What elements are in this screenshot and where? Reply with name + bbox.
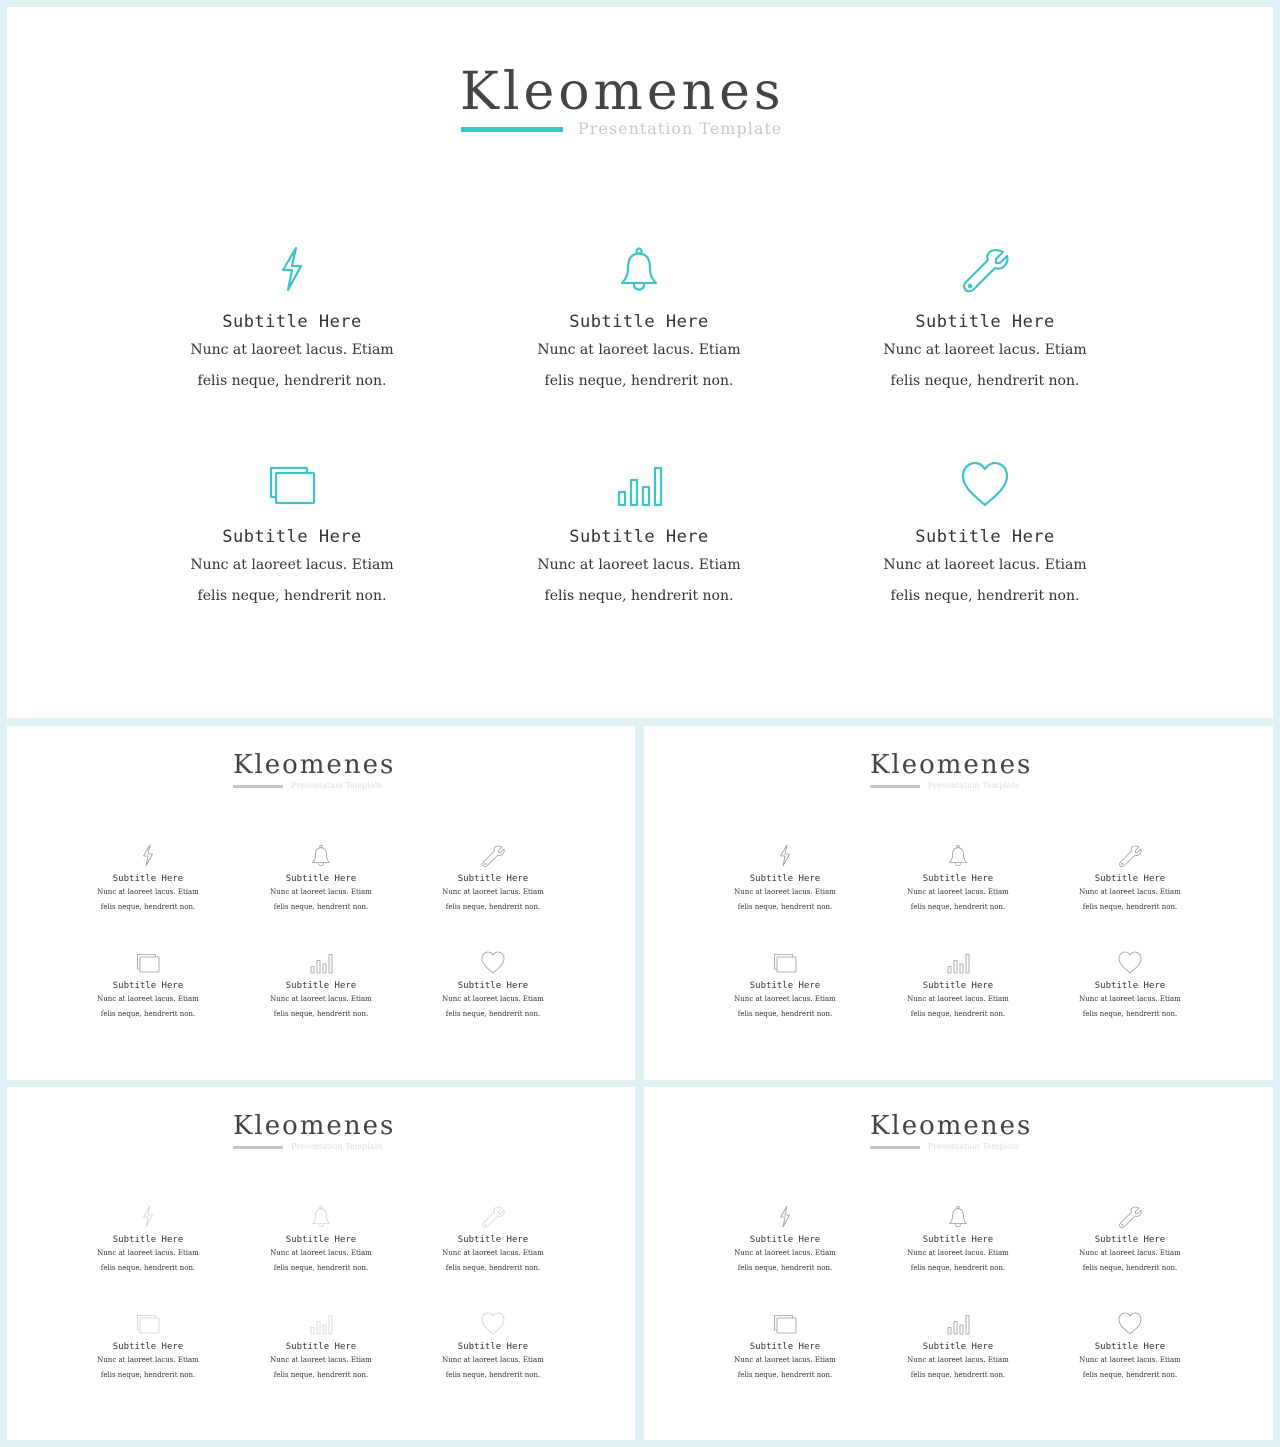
- bar-chart-icon: [945, 950, 971, 976]
- feature-text-line-1: Nunc at laoreet lacus. Etiam: [537, 557, 741, 573]
- bell-icon: [308, 843, 334, 869]
- feature-text-line-1: Nunc at laoreet lacus. Etiam: [537, 342, 741, 358]
- feature-text-line-1: Nunc at laoreet lacus. Etiam: [442, 1249, 544, 1257]
- lightning-icon: [772, 1204, 798, 1230]
- feature-title: Subtitle Here: [749, 1342, 821, 1352]
- feature-text-line-2: felis neque, hendrerit non.: [890, 373, 1080, 389]
- slide-tagline: Presentation Template: [928, 1142, 1020, 1151]
- feature-card: [428, 950, 558, 1021]
- feature-title: Subtitle Here: [915, 527, 1055, 547]
- feature-card: [720, 1204, 850, 1275]
- lightning-icon: [772, 843, 798, 869]
- feature-card: [1065, 843, 1195, 914]
- slide-tagline: Presentation Template: [578, 119, 783, 138]
- feature-card: [428, 1311, 558, 1382]
- feature-text-line-1: Nunc at laoreet lacus. Etiam: [97, 1249, 199, 1257]
- feature-text-line-1: Nunc at laoreet lacus. Etiam: [1079, 995, 1181, 1003]
- feature-title: Subtitle Here: [1094, 1235, 1166, 1245]
- feature-text-line-1: Nunc at laoreet lacus. Etiam: [270, 995, 372, 1003]
- feature-text-line-1: Nunc at laoreet lacus. Etiam: [270, 1249, 372, 1257]
- feature-title: Subtitle Here: [922, 981, 994, 991]
- heart-icon: [480, 1311, 506, 1337]
- feature-card: [1065, 1204, 1195, 1275]
- feature-title: Subtitle Here: [1094, 874, 1166, 884]
- heart-icon: [1117, 950, 1143, 976]
- feature-text-line-1: Nunc at laoreet lacus. Etiam: [442, 1356, 544, 1364]
- windows-icon: [772, 950, 798, 976]
- feature-card: [162, 459, 422, 609]
- feature-text-line-1: Nunc at laoreet lacus. Etiam: [907, 995, 1009, 1003]
- bell-icon: [308, 1204, 334, 1230]
- feature-card: [83, 843, 213, 914]
- feature-card: [855, 244, 1115, 394]
- slide-title: Kleomenes: [233, 750, 396, 780]
- feature-text-line-2: felis neque, hendrerit non.: [737, 1010, 833, 1018]
- feature-card: [509, 244, 769, 394]
- feature-card: [855, 459, 1115, 609]
- feature-card: [720, 1311, 850, 1382]
- feature-text-line-2: felis neque, hendrerit non.: [445, 1264, 541, 1272]
- feature-text-line-2: felis neque, hendrerit non.: [737, 1264, 833, 1272]
- feature-title: Subtitle Here: [285, 1235, 357, 1245]
- feature-title: Subtitle Here: [569, 527, 709, 547]
- feature-title: Subtitle Here: [749, 1235, 821, 1245]
- feature-text-line-1: Nunc at laoreet lacus. Etiam: [190, 342, 394, 358]
- feature-title: Subtitle Here: [112, 1235, 184, 1245]
- feature-text-line-2: felis neque, hendrerit non.: [1082, 1371, 1178, 1379]
- feature-text-line-1: Nunc at laoreet lacus. Etiam: [190, 557, 394, 573]
- feature-title: Subtitle Here: [749, 874, 821, 884]
- feature-text-line-1: Nunc at laoreet lacus. Etiam: [1079, 1356, 1181, 1364]
- title-underline: [233, 785, 283, 788]
- feature-card: [428, 1204, 558, 1275]
- windows-icon: [135, 1311, 161, 1337]
- feature-text-line-1: Nunc at laoreet lacus. Etiam: [907, 1249, 1009, 1257]
- feature-title: Subtitle Here: [285, 981, 357, 991]
- feature-text-line-2: felis neque, hendrerit non.: [273, 1010, 369, 1018]
- feature-card: [256, 1311, 386, 1382]
- feature-title: Subtitle Here: [285, 874, 357, 884]
- feature-card: [1065, 1311, 1195, 1382]
- wrench-icon: [1117, 1204, 1143, 1230]
- feature-text-line-2: felis neque, hendrerit non.: [273, 1264, 369, 1272]
- feature-text-line-1: Nunc at laoreet lacus. Etiam: [270, 888, 372, 896]
- slide-title: Kleomenes: [233, 1111, 396, 1141]
- feature-title: Subtitle Here: [112, 874, 184, 884]
- feature-card: [428, 843, 558, 914]
- feature-text-line-1: Nunc at laoreet lacus. Etiam: [1079, 888, 1181, 896]
- heart-icon: [480, 950, 506, 976]
- feature-text-line-2: felis neque, hendrerit non.: [197, 373, 387, 389]
- feature-title: Subtitle Here: [1094, 981, 1166, 991]
- slide-thumbnail-4[interactable]: [644, 1087, 1273, 1440]
- feature-text-line-2: felis neque, hendrerit non.: [445, 1010, 541, 1018]
- feature-title: Subtitle Here: [922, 1235, 994, 1245]
- feature-card: [256, 950, 386, 1021]
- feature-text-line-1: Nunc at laoreet lacus. Etiam: [734, 888, 836, 896]
- feature-text-line-2: felis neque, hendrerit non.: [100, 1371, 196, 1379]
- slide-title: Kleomenes: [460, 62, 785, 122]
- feature-text-line-2: felis neque, hendrerit non.: [445, 1371, 541, 1379]
- feature-text-line-2: felis neque, hendrerit non.: [445, 903, 541, 911]
- feature-title: Subtitle Here: [457, 1342, 529, 1352]
- lightning-icon: [135, 843, 161, 869]
- feature-title: Subtitle Here: [1094, 1342, 1166, 1352]
- feature-text-line-2: felis neque, hendrerit non.: [890, 588, 1080, 604]
- feature-text-line-2: felis neque, hendrerit non.: [544, 373, 734, 389]
- feature-card: [83, 1204, 213, 1275]
- feature-title: Subtitle Here: [457, 1235, 529, 1245]
- title-underline: [461, 127, 563, 132]
- feature-text-line-1: Nunc at laoreet lacus. Etiam: [734, 1356, 836, 1364]
- bar-chart-icon: [945, 1311, 971, 1337]
- feature-title: Subtitle Here: [112, 981, 184, 991]
- feature-text-line-2: felis neque, hendrerit non.: [197, 588, 387, 604]
- wrench-icon: [959, 244, 1011, 296]
- feature-card: [509, 459, 769, 609]
- slide-title: Kleomenes: [870, 1111, 1033, 1141]
- bar-chart-icon: [308, 1311, 334, 1337]
- lightning-icon: [266, 244, 318, 296]
- feature-text-line-2: felis neque, hendrerit non.: [100, 1264, 196, 1272]
- feature-card: [256, 843, 386, 914]
- heart-icon: [959, 459, 1011, 511]
- feature-card: [720, 843, 850, 914]
- feature-text-line-1: Nunc at laoreet lacus. Etiam: [97, 888, 199, 896]
- feature-card: [162, 244, 422, 394]
- feature-text-line-2: felis neque, hendrerit non.: [910, 1371, 1006, 1379]
- feature-text-line-2: felis neque, hendrerit non.: [910, 1010, 1006, 1018]
- feature-card: [720, 950, 850, 1021]
- feature-title: Subtitle Here: [112, 1342, 184, 1352]
- lightning-icon: [135, 1204, 161, 1230]
- title-underline: [233, 1146, 283, 1149]
- slide-tagline: Presentation Template: [291, 781, 383, 790]
- feature-text-line-2: felis neque, hendrerit non.: [100, 1010, 196, 1018]
- feature-text-line-2: felis neque, hendrerit non.: [1082, 1010, 1178, 1018]
- feature-text-line-2: felis neque, hendrerit non.: [910, 903, 1006, 911]
- bar-chart-icon: [308, 950, 334, 976]
- windows-icon: [135, 950, 161, 976]
- feature-text-line-2: felis neque, hendrerit non.: [273, 903, 369, 911]
- feature-text-line-1: Nunc at laoreet lacus. Etiam: [442, 888, 544, 896]
- bell-icon: [945, 843, 971, 869]
- slide-thumbnail-3[interactable]: [7, 1087, 635, 1440]
- wrench-icon: [480, 1204, 506, 1230]
- slide-thumbnail-1[interactable]: [7, 726, 635, 1080]
- feature-text-line-2: felis neque, hendrerit non.: [1082, 1264, 1178, 1272]
- feature-card: [893, 1311, 1023, 1382]
- feature-title: Subtitle Here: [569, 312, 709, 332]
- feature-title: Subtitle Here: [285, 1342, 357, 1352]
- feature-text-line-1: Nunc at laoreet lacus. Etiam: [270, 1356, 372, 1364]
- feature-text-line-1: Nunc at laoreet lacus. Etiam: [734, 1249, 836, 1257]
- title-underline: [870, 785, 920, 788]
- feature-card: [893, 1204, 1023, 1275]
- feature-card: [893, 843, 1023, 914]
- feature-title: Subtitle Here: [749, 981, 821, 991]
- feature-title: Subtitle Here: [915, 312, 1055, 332]
- feature-text-line-1: Nunc at laoreet lacus. Etiam: [907, 1356, 1009, 1364]
- heart-icon: [1117, 1311, 1143, 1337]
- feature-text-line-1: Nunc at laoreet lacus. Etiam: [883, 557, 1087, 573]
- feature-text-line-2: felis neque, hendrerit non.: [910, 1264, 1006, 1272]
- feature-text-line-2: felis neque, hendrerit non.: [544, 588, 734, 604]
- feature-text-line-2: felis neque, hendrerit non.: [1082, 903, 1178, 911]
- bell-icon: [613, 244, 665, 296]
- feature-text-line-2: felis neque, hendrerit non.: [100, 903, 196, 911]
- main-slide: [7, 7, 1273, 718]
- feature-text-line-1: Nunc at laoreet lacus. Etiam: [907, 888, 1009, 896]
- slide-thumbnail-2[interactable]: [644, 726, 1273, 1080]
- feature-card: [256, 1204, 386, 1275]
- feature-text-line-1: Nunc at laoreet lacus. Etiam: [734, 995, 836, 1003]
- feature-text-line-2: felis neque, hendrerit non.: [737, 903, 833, 911]
- feature-card: [1065, 950, 1195, 1021]
- wrench-icon: [480, 843, 506, 869]
- feature-title: Subtitle Here: [457, 981, 529, 991]
- windows-icon: [772, 1311, 798, 1337]
- feature-title: Subtitle Here: [457, 874, 529, 884]
- feature-title: Subtitle Here: [222, 527, 362, 547]
- feature-card: [83, 950, 213, 1021]
- title-underline: [870, 1146, 920, 1149]
- feature-text-line-2: felis neque, hendrerit non.: [273, 1371, 369, 1379]
- bell-icon: [945, 1204, 971, 1230]
- wrench-icon: [1117, 843, 1143, 869]
- feature-title: Subtitle Here: [222, 312, 362, 332]
- feature-text-line-1: Nunc at laoreet lacus. Etiam: [442, 995, 544, 1003]
- feature-card: [893, 950, 1023, 1021]
- feature-title: Subtitle Here: [922, 874, 994, 884]
- feature-text-line-1: Nunc at laoreet lacus. Etiam: [97, 995, 199, 1003]
- slide-title: Kleomenes: [870, 750, 1033, 780]
- feature-text-line-1: Nunc at laoreet lacus. Etiam: [97, 1356, 199, 1364]
- bar-chart-icon: [613, 459, 665, 511]
- slide-tagline: Presentation Template: [928, 781, 1020, 790]
- feature-text-line-2: felis neque, hendrerit non.: [737, 1371, 833, 1379]
- feature-title: Subtitle Here: [922, 1342, 994, 1352]
- feature-text-line-1: Nunc at laoreet lacus. Etiam: [1079, 1249, 1181, 1257]
- feature-card: [83, 1311, 213, 1382]
- windows-icon: [266, 459, 318, 511]
- feature-text-line-1: Nunc at laoreet lacus. Etiam: [883, 342, 1087, 358]
- slide-tagline: Presentation Template: [291, 1142, 383, 1151]
